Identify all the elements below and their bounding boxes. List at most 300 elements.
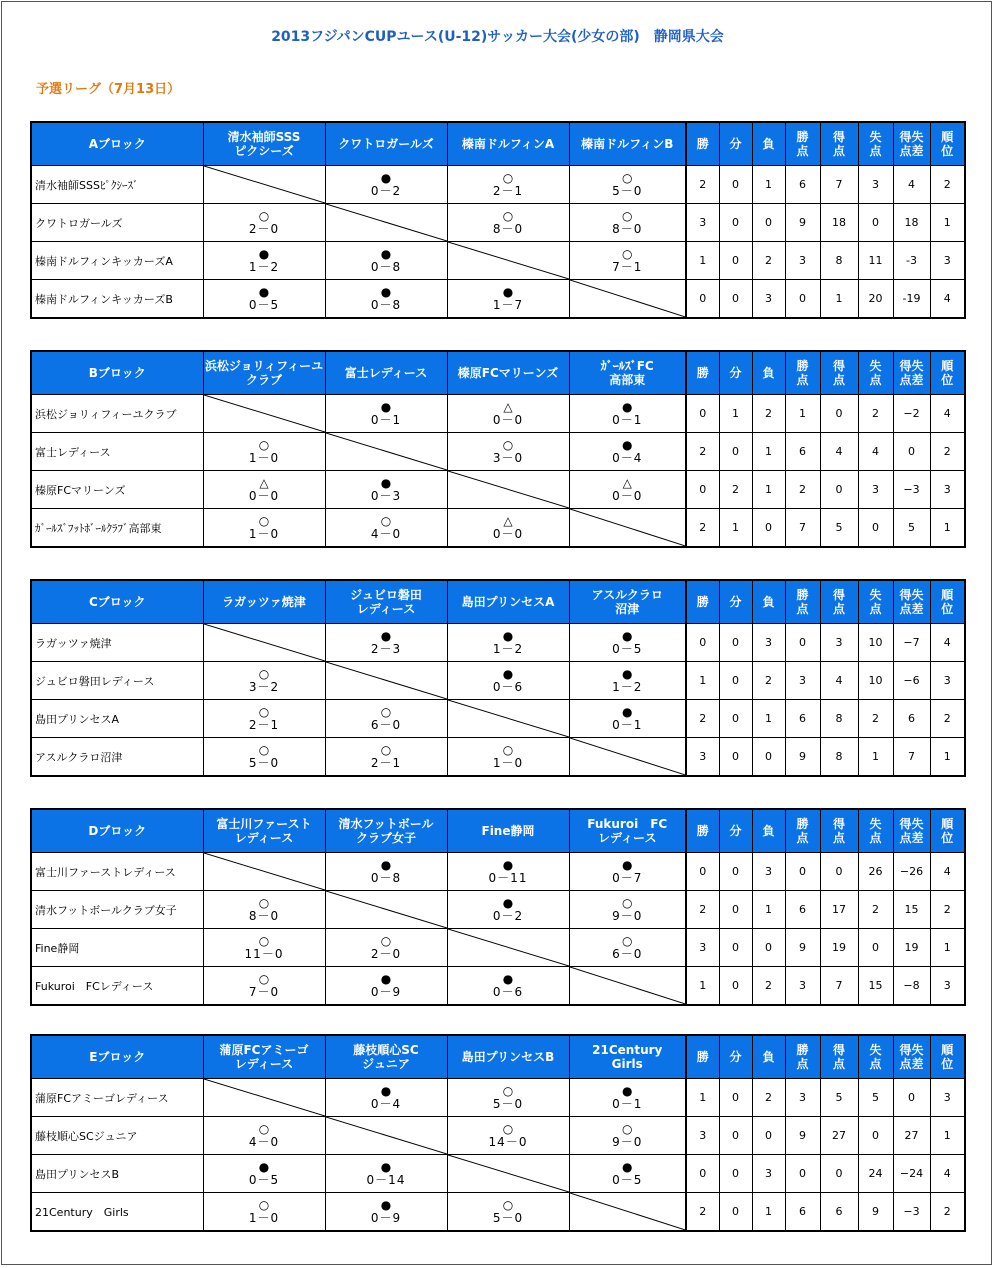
table-row — [31, 1079, 965, 1117]
match-score: 7－0 — [248, 984, 280, 999]
opponent-column-header: ジュビロ磐田 レディース — [325, 580, 447, 624]
stat-value: 1 — [686, 1079, 719, 1117]
match-score: 0－6 — [492, 984, 524, 999]
stat-value: 5 — [820, 509, 858, 548]
stat-value: 9 — [858, 1193, 893, 1232]
opponent-column-header: 清水フットボール クラブ女子 — [325, 809, 447, 853]
result-mark-icon: ○ — [622, 208, 633, 223]
stat-value: 4 — [930, 624, 965, 662]
table-row — [31, 242, 965, 280]
stat-value: 3 — [752, 624, 785, 662]
stat-value: 2 — [752, 967, 785, 1006]
stat-value: 3 — [930, 662, 965, 700]
team-name: 蒲原FCアミーゴレディース — [31, 1079, 203, 1117]
diagonal-cell — [447, 471, 569, 509]
block-header-row — [31, 580, 965, 624]
stat-column-header: 分 — [719, 1035, 752, 1079]
stat-value: 15 — [858, 967, 893, 1006]
opponent-column-header: Fine静岡 — [447, 809, 569, 853]
block-table — [30, 1034, 966, 1232]
stat-column-header: 勝 — [686, 580, 719, 624]
stat-value: 1 — [930, 738, 965, 777]
result-mark-icon: ● — [380, 170, 392, 185]
match-result-cell — [325, 280, 447, 319]
result-mark-icon: ● — [380, 284, 392, 299]
stat-value: 0 — [719, 433, 752, 471]
stat-column-header: 得 点 — [820, 1035, 858, 1079]
stat-value: 0 — [686, 471, 719, 509]
stat-value: 2 — [930, 1193, 965, 1232]
block-table — [30, 121, 966, 319]
stat-value: 17 — [820, 891, 858, 929]
stat-value: 2 — [752, 242, 785, 280]
diagonal-cell — [447, 242, 569, 280]
stat-column-header: 得 点 — [820, 580, 858, 624]
diagonal-line — [204, 853, 325, 890]
team-name: ｶﾞｰﾙｽﾞﾌｯﾄﾎﾞｰﾙｸﾗﾌﾞ高部東 — [31, 509, 203, 548]
result-mark-icon: ○ — [502, 170, 514, 185]
stat-value: 2 — [686, 700, 719, 738]
diagonal-line — [326, 891, 447, 928]
stat-value: 7 — [893, 738, 930, 777]
stat-value: 0 — [686, 853, 719, 891]
match-score: 8－0 — [612, 221, 643, 236]
diagonal-cell — [569, 738, 686, 777]
stat-value: 1 — [930, 1117, 965, 1155]
result-mark-icon: ● — [502, 666, 514, 681]
stat-value: 0 — [686, 1155, 719, 1193]
result-mark-icon: ○ — [258, 933, 270, 948]
match-score: 8－0 — [492, 221, 524, 236]
match-result-cell — [447, 967, 569, 1006]
team-name: 榛原FCマリーンズ — [31, 471, 203, 509]
match-score: 3－0 — [492, 450, 524, 465]
match-score: 8－0 — [248, 908, 280, 923]
stat-value: 7 — [785, 509, 820, 548]
match-score: 1－0 — [492, 755, 524, 770]
stat-value: 0 — [719, 280, 752, 319]
result-mark-icon: ○ — [380, 513, 392, 528]
stat-value: 4 — [820, 662, 858, 700]
match-score: 1－2 — [492, 641, 524, 656]
match-result-cell — [569, 395, 686, 433]
match-result-cell — [203, 700, 325, 738]
stat-value: 2 — [930, 433, 965, 471]
match-result-cell — [203, 967, 325, 1006]
stat-column-header: 得失 点差 — [893, 351, 930, 395]
result-mark-icon: ○ — [258, 208, 270, 223]
diagonal-line — [448, 471, 569, 508]
stat-value: 4 — [858, 433, 893, 471]
stat-value: 8 — [820, 700, 858, 738]
table-row — [31, 967, 965, 1006]
stat-value: 2 — [752, 1079, 785, 1117]
result-mark-icon: ○ — [502, 437, 514, 452]
match-score: 0－1 — [612, 1096, 643, 1111]
match-result-cell — [203, 1193, 325, 1232]
stat-column-header: 得失 点差 — [893, 122, 930, 166]
stat-value: 3 — [686, 1117, 719, 1155]
opponent-column-header: 富士川ファースト レディース — [203, 809, 325, 853]
stat-value: 3 — [930, 967, 965, 1006]
match-result-cell — [325, 1155, 447, 1193]
result-mark-icon: ● — [622, 1083, 633, 1098]
stat-value: 1 — [785, 395, 820, 433]
page-title: 2013フジパンCUPユース(U-12)サッカー大会(少女の部) 静岡県大会 — [271, 29, 724, 45]
diagonal-line — [326, 433, 447, 470]
match-result-cell — [447, 1117, 569, 1155]
opponent-column-header: ラガッツァ焼津 — [203, 580, 325, 624]
match-result-cell — [447, 433, 569, 471]
table-row — [31, 280, 965, 319]
match-score: 9－0 — [612, 1134, 643, 1149]
stat-value: 1 — [930, 509, 965, 548]
opponent-column-header: 島田プリンセスA — [447, 580, 569, 624]
match-score: 0－11 — [488, 870, 528, 885]
match-score: 0－2 — [492, 908, 524, 923]
result-mark-icon: ○ — [258, 971, 270, 986]
stat-value: 1 — [752, 891, 785, 929]
stat-value: −8 — [893, 967, 930, 1006]
match-result-cell — [447, 280, 569, 319]
match-result-cell — [569, 1117, 686, 1155]
match-result-cell — [325, 700, 447, 738]
stat-value: 3 — [785, 967, 820, 1006]
stat-value: 1 — [752, 166, 785, 204]
stat-column-header: 順 位 — [930, 809, 965, 853]
stat-value: 1 — [686, 242, 719, 280]
stat-value: 1 — [752, 700, 785, 738]
result-mark-icon: ● — [622, 1159, 633, 1174]
diagonal-cell — [203, 166, 325, 204]
match-result-cell — [325, 738, 447, 777]
stat-column-header: 勝 点 — [785, 1035, 820, 1079]
stat-value: 1 — [858, 738, 893, 777]
stat-value: −26 — [893, 853, 930, 891]
diagonal-line — [204, 624, 325, 661]
diagonal-cell — [569, 280, 686, 319]
match-score: 0－1 — [612, 412, 643, 427]
diagonal-cell — [569, 1193, 686, 1232]
result-mark-icon: △ — [622, 475, 632, 490]
table-row — [31, 1193, 965, 1232]
stat-column-header: 順 位 — [930, 1035, 965, 1079]
match-result-cell — [447, 395, 569, 433]
stat-value: 0 — [820, 853, 858, 891]
match-score: 7－1 — [612, 259, 643, 274]
result-mark-icon: ● — [502, 895, 514, 910]
opponent-column-header: 富士レディース — [325, 351, 447, 395]
stat-value: 0 — [785, 853, 820, 891]
table-row — [31, 662, 965, 700]
stat-value: 3 — [930, 471, 965, 509]
stat-value: 18 — [893, 204, 930, 242]
result-mark-icon: ● — [622, 704, 633, 719]
match-score: 5－0 — [248, 755, 280, 770]
match-result-cell — [447, 166, 569, 204]
match-result-cell — [325, 624, 447, 662]
diagonal-line — [204, 1079, 325, 1116]
team-name: 富士川ファーストレディース — [31, 853, 203, 891]
stat-value: 0 — [719, 1193, 752, 1232]
stat-column-header: 順 位 — [930, 580, 965, 624]
stat-value: 5 — [893, 509, 930, 548]
match-score: 0－1 — [370, 412, 402, 427]
stat-value: 6 — [785, 891, 820, 929]
stat-column-header: 得 点 — [820, 351, 858, 395]
result-mark-icon: ● — [380, 1159, 392, 1174]
section-subtitle: 予選リーグ（7月13日） — [36, 82, 181, 97]
match-result-cell — [203, 204, 325, 242]
table-row — [31, 433, 965, 471]
match-result-cell — [447, 1079, 569, 1117]
stat-value: 4 — [930, 280, 965, 319]
opponent-column-header: 21Century Girls — [569, 1035, 686, 1079]
stat-value: 0 — [858, 509, 893, 548]
result-mark-icon: ○ — [380, 933, 392, 948]
table-row — [31, 738, 965, 777]
stat-value: 1 — [930, 204, 965, 242]
stat-value: −24 — [893, 1155, 930, 1193]
stat-value: 26 — [858, 853, 893, 891]
diagonal-line — [570, 280, 686, 317]
stat-column-header: 負 — [752, 351, 785, 395]
match-score: 0－8 — [370, 297, 402, 312]
team-name: 浜松ジョリィフィーユクラブ — [31, 395, 203, 433]
match-score: 0－0 — [492, 526, 524, 541]
team-name: 富士レディース — [31, 433, 203, 471]
match-result-cell — [203, 1155, 325, 1193]
match-score: 0－0 — [248, 488, 280, 503]
team-name: 榛南ドルフィンキッカーズA — [31, 242, 203, 280]
stat-value: 0 — [719, 929, 752, 967]
stat-value: 9 — [785, 738, 820, 777]
block-name: Dブロック — [31, 809, 203, 853]
stat-value: 2 — [785, 471, 820, 509]
match-score: 1－0 — [248, 526, 280, 541]
result-mark-icon: ● — [622, 628, 633, 643]
match-result-cell — [203, 1117, 325, 1155]
table-row — [31, 509, 965, 548]
stat-column-header: 負 — [752, 809, 785, 853]
stat-value: 4 — [893, 166, 930, 204]
stat-value: 0 — [752, 509, 785, 548]
stat-value: 2 — [719, 471, 752, 509]
match-result-cell — [569, 929, 686, 967]
match-result-cell — [203, 433, 325, 471]
result-mark-icon: ● — [258, 246, 270, 261]
stat-value: 9 — [785, 929, 820, 967]
team-name: 清水フットボールクラブ女子 — [31, 891, 203, 929]
stat-column-header: 負 — [752, 122, 785, 166]
result-mark-icon: △ — [503, 399, 513, 414]
match-result-cell — [447, 738, 569, 777]
block-name: Eブロック — [31, 1035, 203, 1079]
match-score: 1－7 — [492, 297, 524, 312]
diagonal-cell — [569, 967, 686, 1006]
stat-column-header: 失 点 — [858, 580, 893, 624]
result-mark-icon: ○ — [622, 1121, 633, 1136]
diagonal-line — [326, 204, 447, 241]
stat-value: 6 — [785, 433, 820, 471]
stat-value: 0 — [893, 433, 930, 471]
match-score: 0－5 — [248, 1172, 280, 1187]
match-score: 0－8 — [370, 870, 402, 885]
match-result-cell — [203, 280, 325, 319]
stat-value: 0 — [785, 280, 820, 319]
stat-value: 2 — [858, 891, 893, 929]
stat-value: 2 — [686, 166, 719, 204]
table-row — [31, 853, 965, 891]
stat-column-header: 勝 — [686, 351, 719, 395]
match-score: 2－1 — [370, 755, 402, 770]
stat-value: 1 — [686, 662, 719, 700]
stat-column-header: 得失 点差 — [893, 580, 930, 624]
result-mark-icon: ● — [380, 971, 392, 986]
stat-value: 0 — [752, 1117, 785, 1155]
result-mark-icon: ○ — [258, 742, 270, 757]
match-score: 2－0 — [370, 946, 402, 961]
stat-value: 0 — [752, 204, 785, 242]
stat-value: 0 — [686, 280, 719, 319]
match-score: 0－4 — [370, 1096, 402, 1111]
stat-column-header: 得 点 — [820, 122, 858, 166]
stat-value: 7 — [820, 166, 858, 204]
block-table — [30, 808, 966, 1006]
team-name: アスルクラロ沼津 — [31, 738, 203, 777]
diagonal-cell — [447, 929, 569, 967]
opponent-column-header: 浜松ジョリィフィーユ クラブ — [203, 351, 325, 395]
stat-value: 5 — [858, 1079, 893, 1117]
stat-column-header: 失 点 — [858, 351, 893, 395]
result-mark-icon: ○ — [258, 704, 270, 719]
match-score: 14－0 — [488, 1134, 528, 1149]
match-result-cell — [569, 1155, 686, 1193]
stat-value: 3 — [930, 242, 965, 280]
result-mark-icon: ○ — [502, 742, 514, 757]
match-score: 2－1 — [492, 183, 524, 198]
stat-value: 0 — [719, 738, 752, 777]
stat-value: 3 — [858, 166, 893, 204]
stat-column-header: 順 位 — [930, 122, 965, 166]
match-score: 2－3 — [370, 641, 402, 656]
match-score: 5－0 — [492, 1210, 524, 1225]
stat-column-header: 得失 点差 — [893, 1035, 930, 1079]
opponent-column-header: クワトロガールズ — [325, 122, 447, 166]
match-score: 0－5 — [248, 297, 280, 312]
stat-column-header: 失 点 — [858, 1035, 893, 1079]
stat-value: 3 — [686, 204, 719, 242]
stat-value: 8 — [820, 242, 858, 280]
result-mark-icon: ○ — [258, 666, 270, 681]
stat-column-header: 得失 点差 — [893, 809, 930, 853]
stat-column-header: 順 位 — [930, 351, 965, 395]
stat-value: 18 — [820, 204, 858, 242]
match-score: 0－1 — [612, 717, 643, 732]
block-header-row — [31, 122, 965, 166]
diagonal-line — [204, 395, 325, 432]
diagonal-line — [326, 662, 447, 699]
stat-column-header: 勝 点 — [785, 809, 820, 853]
stat-value: 3 — [686, 929, 719, 967]
stat-value: 4 — [930, 395, 965, 433]
stat-value: −3 — [893, 1193, 930, 1232]
result-mark-icon: ● — [380, 1197, 392, 1212]
stat-value: 6 — [785, 166, 820, 204]
stat-value: 2 — [686, 509, 719, 548]
result-mark-icon: ● — [380, 475, 392, 490]
stat-value: 0 — [858, 1117, 893, 1155]
result-mark-icon: △ — [259, 475, 269, 490]
stat-value: -3 — [893, 242, 930, 280]
stat-column-header: 失 点 — [858, 122, 893, 166]
opponent-column-header: 島田プリンセスB — [447, 1035, 569, 1079]
stat-value: 9 — [785, 1117, 820, 1155]
match-result-cell — [447, 1193, 569, 1232]
result-mark-icon: ● — [380, 628, 392, 643]
match-result-cell — [203, 471, 325, 509]
team-name: 21Century Girls — [31, 1193, 203, 1232]
match-result-cell — [447, 853, 569, 891]
stat-value: 6 — [785, 1193, 820, 1232]
table-row — [31, 1155, 965, 1193]
diagonal-cell — [325, 891, 447, 929]
match-score: 0－3 — [370, 488, 402, 503]
stat-column-header: 勝 — [686, 809, 719, 853]
match-score: 5－0 — [612, 183, 643, 198]
match-result-cell — [447, 204, 569, 242]
stat-value: 8 — [820, 738, 858, 777]
stat-value: 0 — [752, 738, 785, 777]
block-name: Bブロック — [31, 351, 203, 395]
result-mark-icon: ○ — [622, 933, 633, 948]
result-mark-icon: ● — [258, 1159, 270, 1174]
match-score: 9－0 — [612, 908, 643, 923]
match-result-cell — [325, 242, 447, 280]
stat-value: −7 — [893, 624, 930, 662]
match-result-cell — [569, 624, 686, 662]
stat-value: 0 — [858, 204, 893, 242]
result-mark-icon: ○ — [622, 170, 633, 185]
stat-value: 19 — [820, 929, 858, 967]
opponent-column-header: アスルクラロ 沼津 — [569, 580, 686, 624]
diagonal-line — [448, 1155, 569, 1192]
stat-value: 1 — [930, 929, 965, 967]
team-name: 清水袖師SSSﾋﾟｸｼｰｽﾞ — [31, 166, 203, 204]
diagonal-cell — [569, 509, 686, 548]
stat-value: 0 — [893, 1079, 930, 1117]
match-result-cell — [447, 662, 569, 700]
stat-value: 4 — [820, 433, 858, 471]
stat-value: 3 — [820, 624, 858, 662]
match-score: 0－6 — [492, 679, 524, 694]
result-mark-icon: ○ — [502, 1121, 514, 1136]
team-name: 榛南ドルフィンキッカーズB — [31, 280, 203, 319]
match-score: 5－0 — [492, 1096, 524, 1111]
result-mark-icon: ○ — [622, 246, 633, 261]
stat-value: 0 — [820, 1155, 858, 1193]
stat-value: 7 — [820, 967, 858, 1006]
match-score: 0－7 — [612, 870, 643, 885]
stat-value: 24 — [858, 1155, 893, 1193]
stat-value: 6 — [785, 700, 820, 738]
result-mark-icon: ● — [380, 857, 392, 872]
result-mark-icon: ● — [502, 971, 514, 986]
result-mark-icon: ● — [380, 1083, 392, 1098]
stat-value: 0 — [820, 395, 858, 433]
match-result-cell — [569, 700, 686, 738]
match-score: 6－0 — [612, 946, 643, 961]
